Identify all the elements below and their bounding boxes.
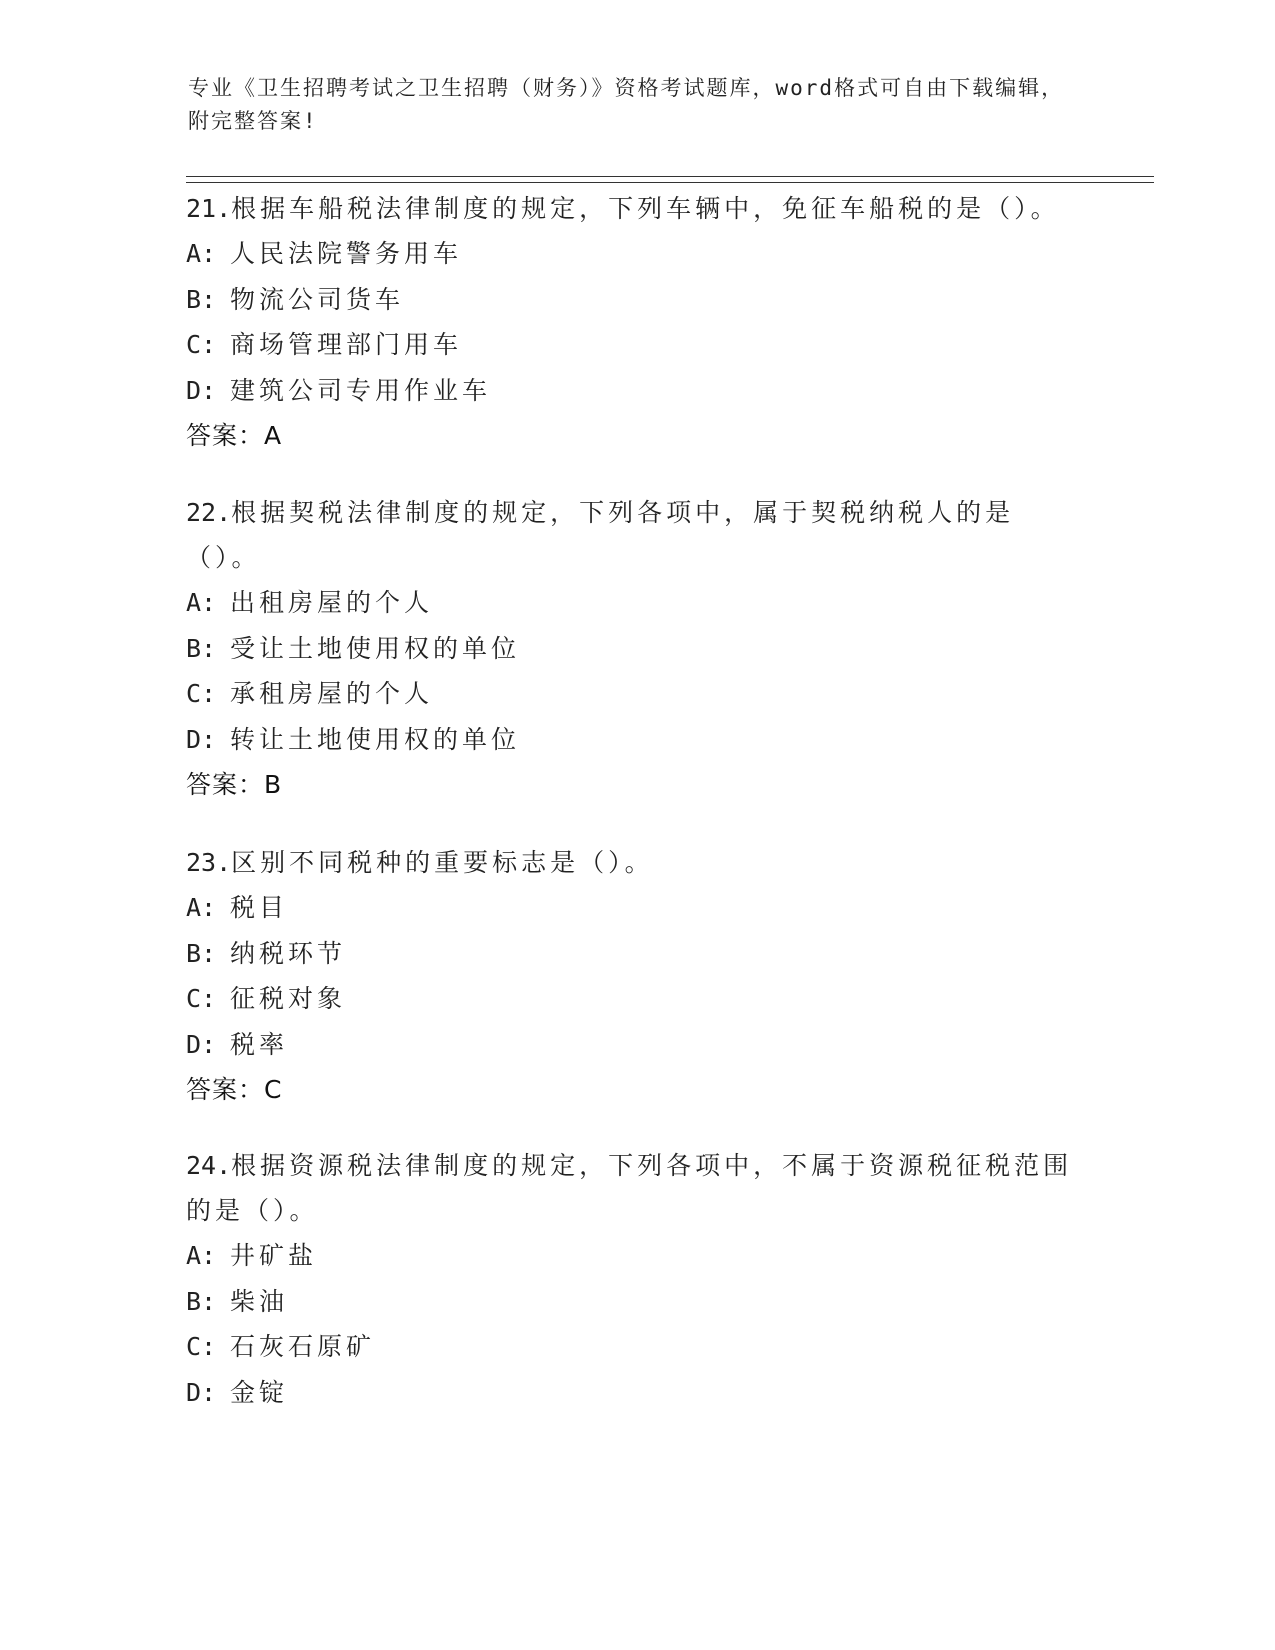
option-letter: D: [186, 724, 217, 754]
answer-line: 答案：C [186, 1075, 283, 1104]
option-text: 金锭 [230, 1377, 289, 1407]
answer-line: 答案：A [186, 421, 283, 450]
question-23 [186, 840, 1086, 1112]
option-text: 征税对象 [230, 984, 347, 1013]
option-letter: B: [186, 1286, 217, 1316]
question-text [186, 186, 1086, 231]
answer-line: 答案：B [186, 770, 283, 799]
option-d [186, 1370, 1086, 1416]
option-text: 受让土地使用权的单位 [230, 633, 521, 663]
option-text: 出租房屋的个人 [230, 588, 434, 617]
option-letter: C: [186, 984, 217, 1013]
option-text: 税目 [230, 893, 289, 922]
option-d [186, 717, 1086, 763]
option-text: 纳税环节 [230, 938, 347, 968]
option-a [186, 885, 1086, 931]
option-text: 物流公司货车 [230, 284, 405, 314]
header-divider-top [186, 176, 1154, 177]
question-22 [186, 490, 1086, 807]
option-b [186, 626, 1086, 672]
option-a [186, 1233, 1086, 1279]
question-number: 22. [186, 498, 232, 527]
option-text: 建筑公司专用作业车 [230, 375, 492, 405]
option-letter: B: [186, 284, 217, 314]
option-d [186, 1022, 1086, 1068]
question-stem: 根据车船税法律制度的规定，下列车辆中，免征车船税的是（）。 [231, 194, 1060, 223]
option-c [186, 976, 1086, 1022]
option-letter: C: [186, 330, 217, 359]
option-letter: D: [186, 1029, 217, 1059]
option-b [186, 1279, 1086, 1325]
option-d [186, 368, 1086, 414]
option-b [186, 931, 1086, 977]
option-text: 柴油 [230, 1286, 289, 1316]
option-text: 人民法院警务用车 [230, 239, 463, 268]
option-letter: D: [186, 1377, 217, 1407]
option-text: 井矿盐 [230, 1241, 318, 1270]
option-text: 转让土地使用权的单位 [230, 724, 521, 754]
question-21 [186, 186, 1086, 458]
option-c [186, 1324, 1086, 1370]
option-b [186, 277, 1086, 323]
option-letter: C: [186, 679, 217, 708]
option-letter: A: [186, 1241, 217, 1270]
option-letter: A: [186, 893, 217, 922]
option-a [186, 580, 1086, 626]
option-letter: D: [186, 375, 217, 405]
question-24 [186, 1143, 1086, 1415]
question-stem: 根据资源税法律制度的规定，下列各项中，不属于资源税征税范围的是（）。 [186, 1151, 1073, 1225]
option-c [186, 671, 1086, 717]
question-text [186, 1143, 1086, 1233]
option-letter: C: [186, 1332, 217, 1361]
question-number: 23. [186, 848, 232, 877]
question-text [186, 840, 1086, 885]
header-divider-bottom [186, 182, 1154, 183]
option-letter: B: [186, 938, 217, 968]
option-letter: A: [186, 588, 217, 617]
option-a [186, 231, 1086, 277]
question-stem: 根据契税法律制度的规定，下列各项中，属于契税纳税人的是（）。 [186, 498, 1015, 572]
option-text: 承租房屋的个人 [230, 679, 434, 708]
option-c [186, 322, 1086, 368]
question-number: 24. [186, 1151, 232, 1180]
question-number: 21. [186, 194, 232, 223]
option-letter: A: [186, 239, 217, 268]
option-letter: B: [186, 633, 217, 663]
option-text: 商场管理部门用车 [230, 330, 463, 359]
question-text [186, 490, 1086, 580]
option-text: 石灰石原矿 [230, 1332, 376, 1361]
question-stem: 区别不同税种的重要标志是（）。 [231, 848, 654, 877]
document-header: 专业《卫生招聘考试之卫生招聘（财务）》资格考试题库，word格式可自由下载编辑，附完整答案! [188, 76, 1065, 133]
option-text: 税率 [230, 1029, 289, 1059]
